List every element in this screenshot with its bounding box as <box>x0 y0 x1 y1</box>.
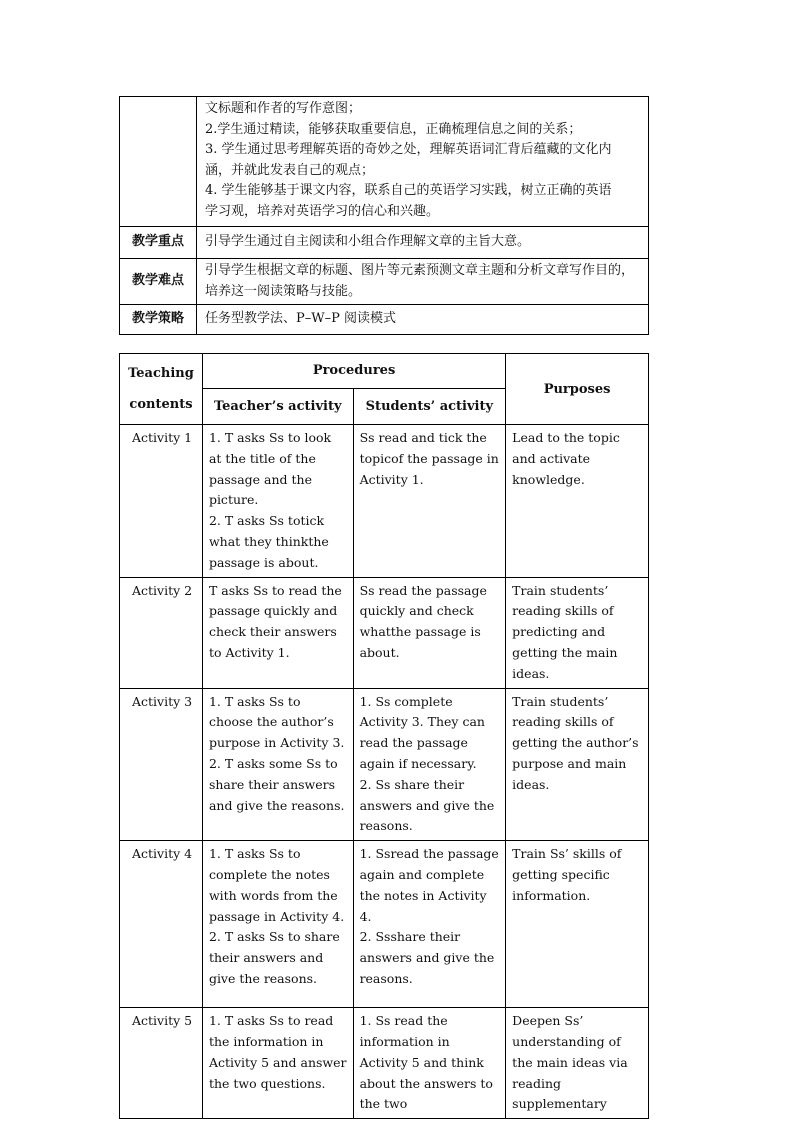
objective-line: 4. 学生能够基于课文内容，联系自己的英语学习实践，树立正确的英语 <box>205 183 612 199</box>
table-row <box>120 841 649 1008</box>
teaching-contents-header-text: Teaching contents <box>128 366 194 412</box>
student-step: 1. Ss read the information in Activity 5 and think about the answers to the two <box>359 1013 493 1112</box>
activity-name: Activity 4 <box>120 841 203 1008</box>
teacher-step: 1. T asks Ss to choose the author’s purpose in Activity 3. <box>208 693 345 751</box>
teacher-step: 2. T asks Ss to share their answers and give the reasons. <box>208 929 340 986</box>
teacher-activity-cell <box>202 425 353 578</box>
student-step: 1. Ssread the passage again and complete the notes in Activity 4. <box>359 846 499 924</box>
activity-name: Activity 2 <box>120 577 203 688</box>
activity-name: Activity 1 <box>120 425 203 578</box>
teacher-activity-cell <box>202 1008 353 1119</box>
objective-line: 文标题和作者的写作意图； <box>205 101 362 116</box>
procedures-table <box>119 353 649 1119</box>
teacher-activity-cell <box>202 841 353 1008</box>
students-activity-cell <box>353 577 506 688</box>
objective-line: 学习观，培养对英语学习的信心和兴趣。 <box>205 203 440 219</box>
students-activity-header: Students’ activity <box>353 388 506 424</box>
activity-name: Activity 3 <box>120 688 203 841</box>
teacher-activity-cell <box>202 688 353 841</box>
strategy-label: 教学策略 <box>120 305 197 335</box>
purpose-cell: Train Ss’ skills of getting specific information. <box>506 841 649 1008</box>
student-step: 2. Ssshare their answers and give the reasons. <box>359 929 495 986</box>
difficult-points-value: 引导学生根据文章的标题、图片等元素预测文章主题和分析文章写作目的，培养这一阅读策略与技能。 <box>197 259 649 305</box>
purposes-header: Purposes <box>506 354 649 425</box>
teacher-activity-header: Teacher’s activity <box>202 388 353 424</box>
teaching-contents-header <box>120 354 203 425</box>
student-step: 2. Ss share their answers and give the reasons. <box>359 776 495 834</box>
objective-line: 涵，并就此发表自己的观点； <box>205 162 375 178</box>
teacher-step: T asks Ss to read the passage quickly and check their answers to Activity 1. <box>208 582 342 660</box>
difficult-points-label: 教学难点 <box>120 259 197 305</box>
objective-line: 3. 学生通过思考理解英语的奇妙之处，理解英语词汇背后蕴藏的文化内 <box>205 142 612 158</box>
key-points-value: 引导学生通过自主阅读和小组合作理解文章的主旨大意。 <box>197 227 649 259</box>
student-step: 1. Ss complete Activity 3. They can read the passage again if necessary. <box>359 693 485 771</box>
table-row <box>120 577 649 688</box>
students-activity-cell <box>353 688 506 841</box>
teacher-activity-cell <box>202 577 353 688</box>
objectives-label-cell <box>120 97 197 227</box>
teacher-step: 1. T asks Ss to complete the notes with words from the passage in Activity 4. <box>208 846 345 924</box>
purpose-cell: Train students’ reading skills of predicting and getting the main ideas. <box>506 577 649 688</box>
key-points-label: 教学重点 <box>120 227 197 259</box>
student-step: Ss read and tick the topicof the passage in Activity 1. <box>359 430 499 487</box>
students-activity-cell <box>353 841 506 1008</box>
strategy-value: 任务型教学法、P–W–P 阅读模式 <box>197 305 649 335</box>
teacher-step: 1. T asks Ss to look at the title of the passage and the picture. <box>208 430 332 508</box>
teacher-step: 2. T asks some Ss to share their answers and give the reasons. <box>208 755 345 813</box>
students-activity-cell <box>353 425 506 578</box>
objectives-cell <box>197 97 649 227</box>
purpose-cell: Train students’ reading skills of getting the author’s purpose and main ideas. <box>506 688 649 841</box>
teacher-step: 2. T asks Ss totick what they thinkthe passage is about. <box>208 513 329 570</box>
student-step: Ss read the passage quickly and check whatthe passage is about. <box>359 582 487 660</box>
students-activity-cell <box>353 1008 506 1119</box>
teacher-step: 1. T asks Ss to read the information in Activity 5 and answer the two questions. <box>208 1013 347 1091</box>
table-row <box>120 425 649 578</box>
table-row <box>120 1008 649 1119</box>
purpose-cell: Deepen Ss’ understanding of the main ideas via reading supplementary <box>506 1008 649 1119</box>
procedures-header: Procedures <box>202 354 505 389</box>
lesson-plan-table <box>119 96 649 335</box>
activity-name: Activity 5 <box>120 1008 203 1119</box>
purpose-cell: Lead to the topic and activate knowledge. <box>506 425 649 578</box>
objective-line: 2.学生通过精读，能够获取重要信息，正确梳理信息之间的关系； <box>205 121 582 137</box>
table-row <box>120 688 649 841</box>
